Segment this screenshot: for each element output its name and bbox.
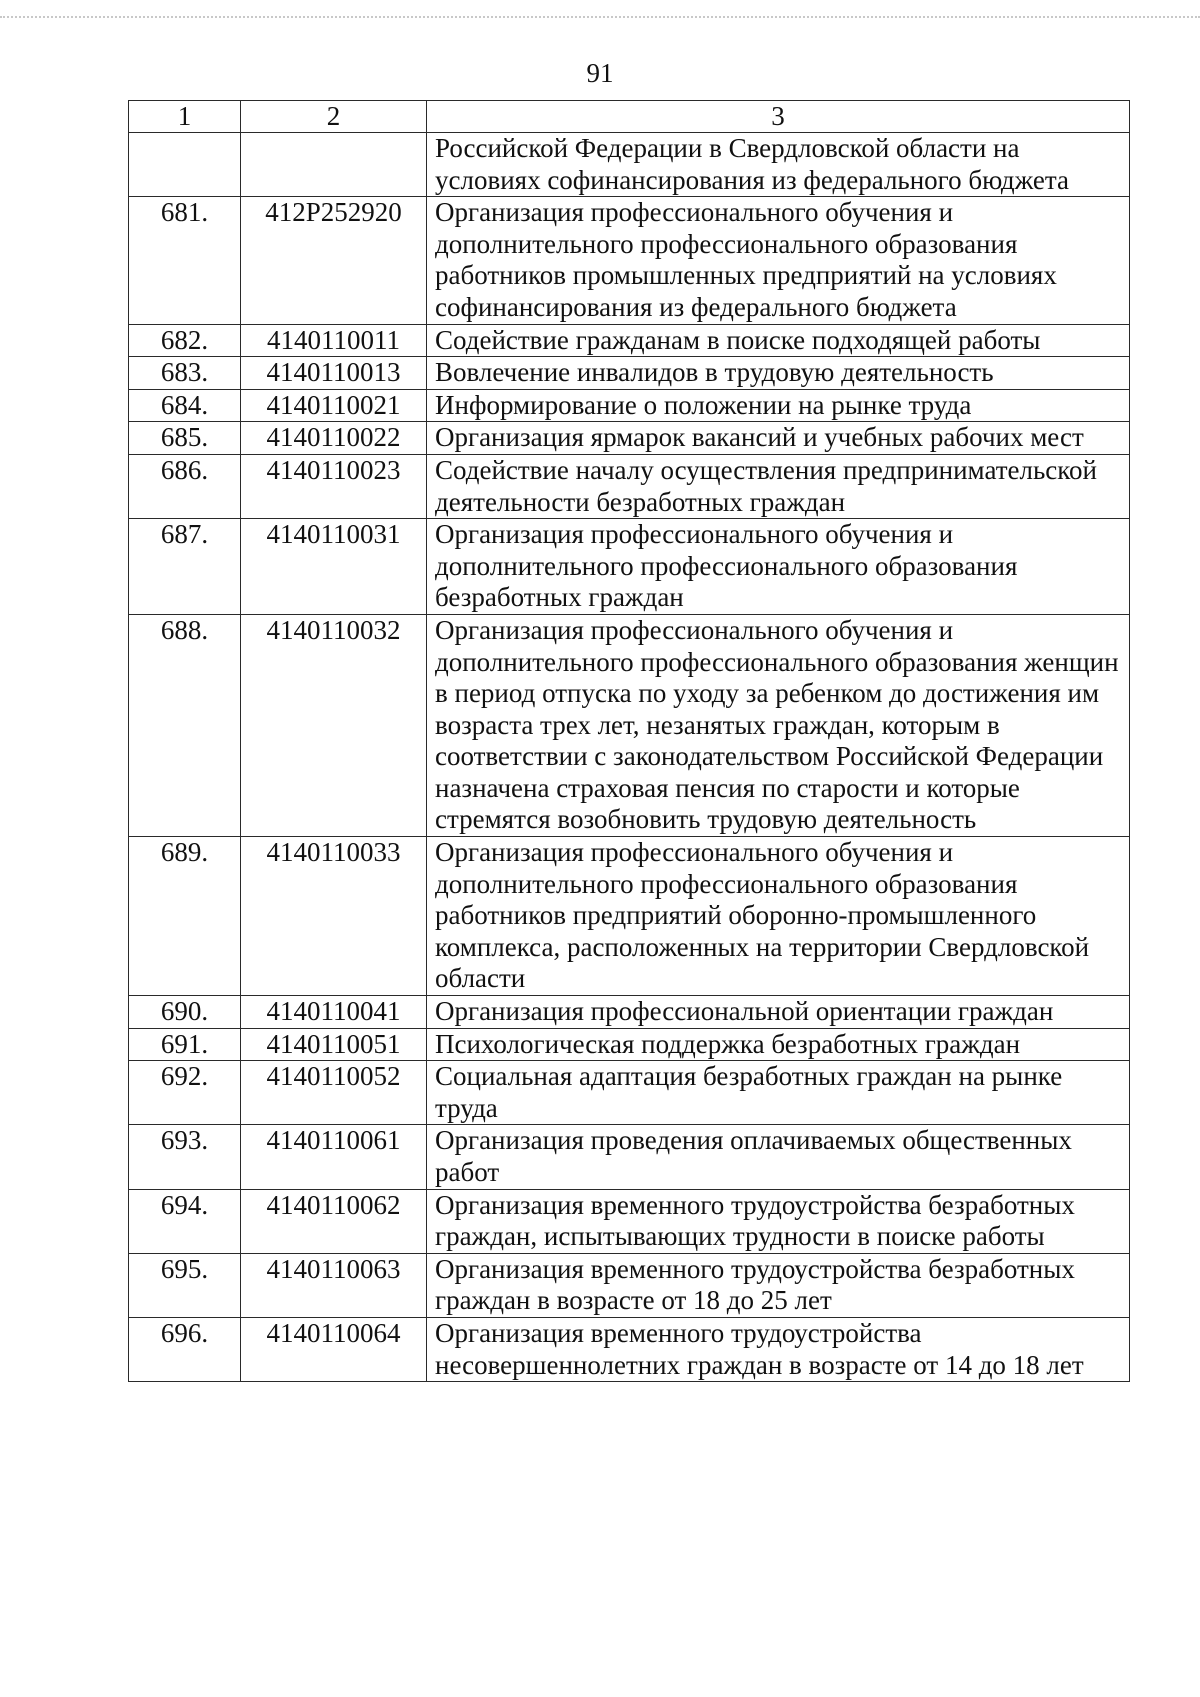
row-number: 687. xyxy=(129,519,241,615)
row-number xyxy=(129,133,241,197)
row-description: Организация профессионального обучения и дополнительного профессионального образования безработных граждан xyxy=(427,519,1130,615)
row-description: Организация профессионального обучения и дополнительного профессионального образования работников промышленных предприятий на условиях софинансирования из федерального бюджета xyxy=(427,197,1130,324)
budget-code-table xyxy=(128,100,1130,1382)
row-number: 694. xyxy=(129,1189,241,1253)
row-number: 686. xyxy=(129,454,241,518)
table-row xyxy=(129,1317,1130,1381)
row-number: 691. xyxy=(129,1028,241,1061)
column-header-1: 1 xyxy=(129,101,241,133)
table-row xyxy=(129,1253,1130,1317)
table-row xyxy=(129,133,1130,197)
table-header-row xyxy=(129,101,1130,133)
row-description: Организация временного трудоустройства несовершеннолетних граждан в возрасте от 14 до 18 лет xyxy=(427,1317,1130,1381)
row-description: Организация профессионального обучения и дополнительного профессионального образования работников предприятий оборонно-промышленного комплекса, расположенных на территории Свердловской области xyxy=(427,837,1130,996)
row-code xyxy=(241,133,427,197)
table-row xyxy=(129,614,1130,836)
row-description: Организация ярмарок вакансий и учебных рабочих мест xyxy=(427,422,1130,455)
table-row xyxy=(129,1028,1130,1061)
scan-edge-dots xyxy=(0,16,1200,18)
column-header-3: 3 xyxy=(427,101,1130,133)
table-row xyxy=(129,1061,1130,1125)
table-row xyxy=(129,837,1130,996)
row-code: 4140110023 xyxy=(241,454,427,518)
row-code: 412P252920 xyxy=(241,197,427,324)
row-number: 690. xyxy=(129,996,241,1029)
row-number: 693. xyxy=(129,1125,241,1189)
row-code: 4140110041 xyxy=(241,996,427,1029)
row-code: 4140110013 xyxy=(241,357,427,390)
row-number: 688. xyxy=(129,614,241,836)
table-row xyxy=(129,996,1130,1029)
table-row xyxy=(129,1125,1130,1189)
row-description: Организация временного трудоустройства безработных граждан, испытывающих трудности в поиске работы xyxy=(427,1189,1130,1253)
row-description: Организация временного трудоустройства безработных граждан в возрасте от 18 до 25 лет xyxy=(427,1253,1130,1317)
table-row xyxy=(129,389,1130,422)
table-row xyxy=(129,422,1130,455)
table-row xyxy=(129,197,1130,324)
row-number: 683. xyxy=(129,357,241,390)
table-row xyxy=(129,1189,1130,1253)
row-code: 4140110011 xyxy=(241,324,427,357)
row-description: Организация профессионального обучения и дополнительного профессионального образования женщин в период отпуска по уходу за ребенком до достижения им возраста трех лет, незанятых граждан, которым в соответствии с законодательством Российской Федерации назначена страховая пенсия по старости и которые стремятся возобновить трудовую деятельность xyxy=(427,614,1130,836)
row-description: Информирование о положении на рынке труда xyxy=(427,389,1130,422)
row-description: Содействие гражданам в поиске подходящей работы xyxy=(427,324,1130,357)
row-number: 685. xyxy=(129,422,241,455)
row-description: Российской Федерации в Свердловской области на условиях софинансирования из федерального бюджета xyxy=(427,133,1130,197)
row-code: 4140110021 xyxy=(241,389,427,422)
row-code: 4140110031 xyxy=(241,519,427,615)
table-row xyxy=(129,454,1130,518)
row-code: 4140110051 xyxy=(241,1028,427,1061)
row-code: 4140110052 xyxy=(241,1061,427,1125)
row-number: 689. xyxy=(129,837,241,996)
row-code: 4140110062 xyxy=(241,1189,427,1253)
row-number: 681. xyxy=(129,197,241,324)
row-number: 696. xyxy=(129,1317,241,1381)
row-code: 4140110064 xyxy=(241,1317,427,1381)
row-number: 692. xyxy=(129,1061,241,1125)
table-row xyxy=(129,324,1130,357)
row-code: 4140110022 xyxy=(241,422,427,455)
page-number: 91 xyxy=(586,58,614,88)
row-description: Содействие началу осуществления предпринимательской деятельности безработных граждан xyxy=(427,454,1130,518)
row-code: 4140110033 xyxy=(241,837,427,996)
row-number: 682. xyxy=(129,324,241,357)
row-description: Социальная адаптация безработных граждан на рынке труда xyxy=(427,1061,1130,1125)
row-description: Организация профессиональной ориентации граждан xyxy=(427,996,1130,1029)
table-row xyxy=(129,357,1130,390)
table-row xyxy=(129,519,1130,615)
row-code: 4140110063 xyxy=(241,1253,427,1317)
row-code: 4140110061 xyxy=(241,1125,427,1189)
row-description: Вовлечение инвалидов в трудовую деятельность xyxy=(427,357,1130,390)
row-description: Организация проведения оплачиваемых общественных работ xyxy=(427,1125,1130,1189)
row-description: Психологическая поддержка безработных граждан xyxy=(427,1028,1130,1061)
row-number: 695. xyxy=(129,1253,241,1317)
row-number: 684. xyxy=(129,389,241,422)
column-header-2: 2 xyxy=(241,101,427,133)
row-code: 4140110032 xyxy=(241,614,427,836)
